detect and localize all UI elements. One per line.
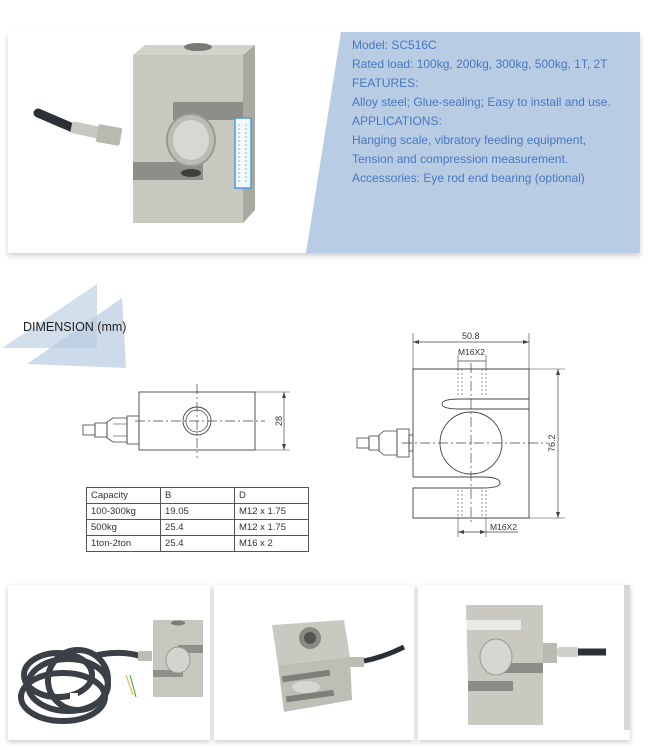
cell-capacity: 500kg [87, 520, 161, 536]
cell-capacity: 1ton-2ton [87, 536, 161, 552]
bottom-thread-label: M16X2 [490, 522, 517, 532]
load-cell-top-view-photo [214, 585, 414, 740]
table-row [87, 504, 309, 520]
cell-b: 25.4 [161, 520, 235, 536]
width-dimension-label: 50.8 [462, 331, 480, 341]
cell-d: M12 x 1.75 [235, 520, 309, 536]
rated-load-line: Rated load: 100kg, 200kg, 300kg, 500kg, 1T, 2T [352, 57, 608, 71]
accessories-line: Accessories: Eye rod end bearing (optional) [352, 171, 585, 185]
gallery-image-1 [8, 585, 210, 740]
front-view-drawing [350, 325, 570, 540]
cell-capacity: 100-300kg [87, 504, 161, 520]
product-photo-main [33, 40, 273, 245]
cell-d: M16 x 2 [235, 536, 309, 552]
model-line: Model: SC516C [352, 38, 437, 52]
features-line: Alloy steel; Glue-sealing; Easy to install and use. [352, 95, 611, 109]
height-dimension-label: 76.2 [547, 434, 557, 452]
features-heading: FEATURES: [352, 76, 419, 90]
cell-d: M12 x 1.75 [235, 504, 309, 520]
capacity-spec-table [86, 487, 309, 552]
top-thread-label: M16X2 [458, 347, 485, 357]
header-d: D [235, 488, 309, 504]
table-row [87, 536, 309, 552]
header-b: B [161, 488, 235, 504]
applications-heading: APPLICATIONS: [352, 114, 442, 128]
product-spec-text [352, 36, 632, 188]
side-view-drawing [75, 380, 305, 470]
header-capacity: Capacity [87, 488, 161, 504]
gallery-image-3 [418, 585, 630, 740]
height-dimension-label: 28 [274, 415, 284, 426]
cell-b: 19.05 [161, 504, 235, 520]
table-header-row [87, 488, 309, 504]
applications-line-1: Hanging scale, vibratory feeding equipment, [352, 133, 587, 147]
dimension-heading [0, 276, 200, 376]
load-cell-side-view-photo [418, 585, 630, 740]
dimension-title: DIMENSION (mm) [23, 320, 127, 334]
applications-line-2: Tension and compression measurement. [352, 152, 569, 166]
cell-b: 25.4 [161, 536, 235, 552]
load-cell-with-cable-photo [8, 585, 210, 740]
table-row [87, 520, 309, 536]
gallery-image-2 [214, 585, 414, 740]
